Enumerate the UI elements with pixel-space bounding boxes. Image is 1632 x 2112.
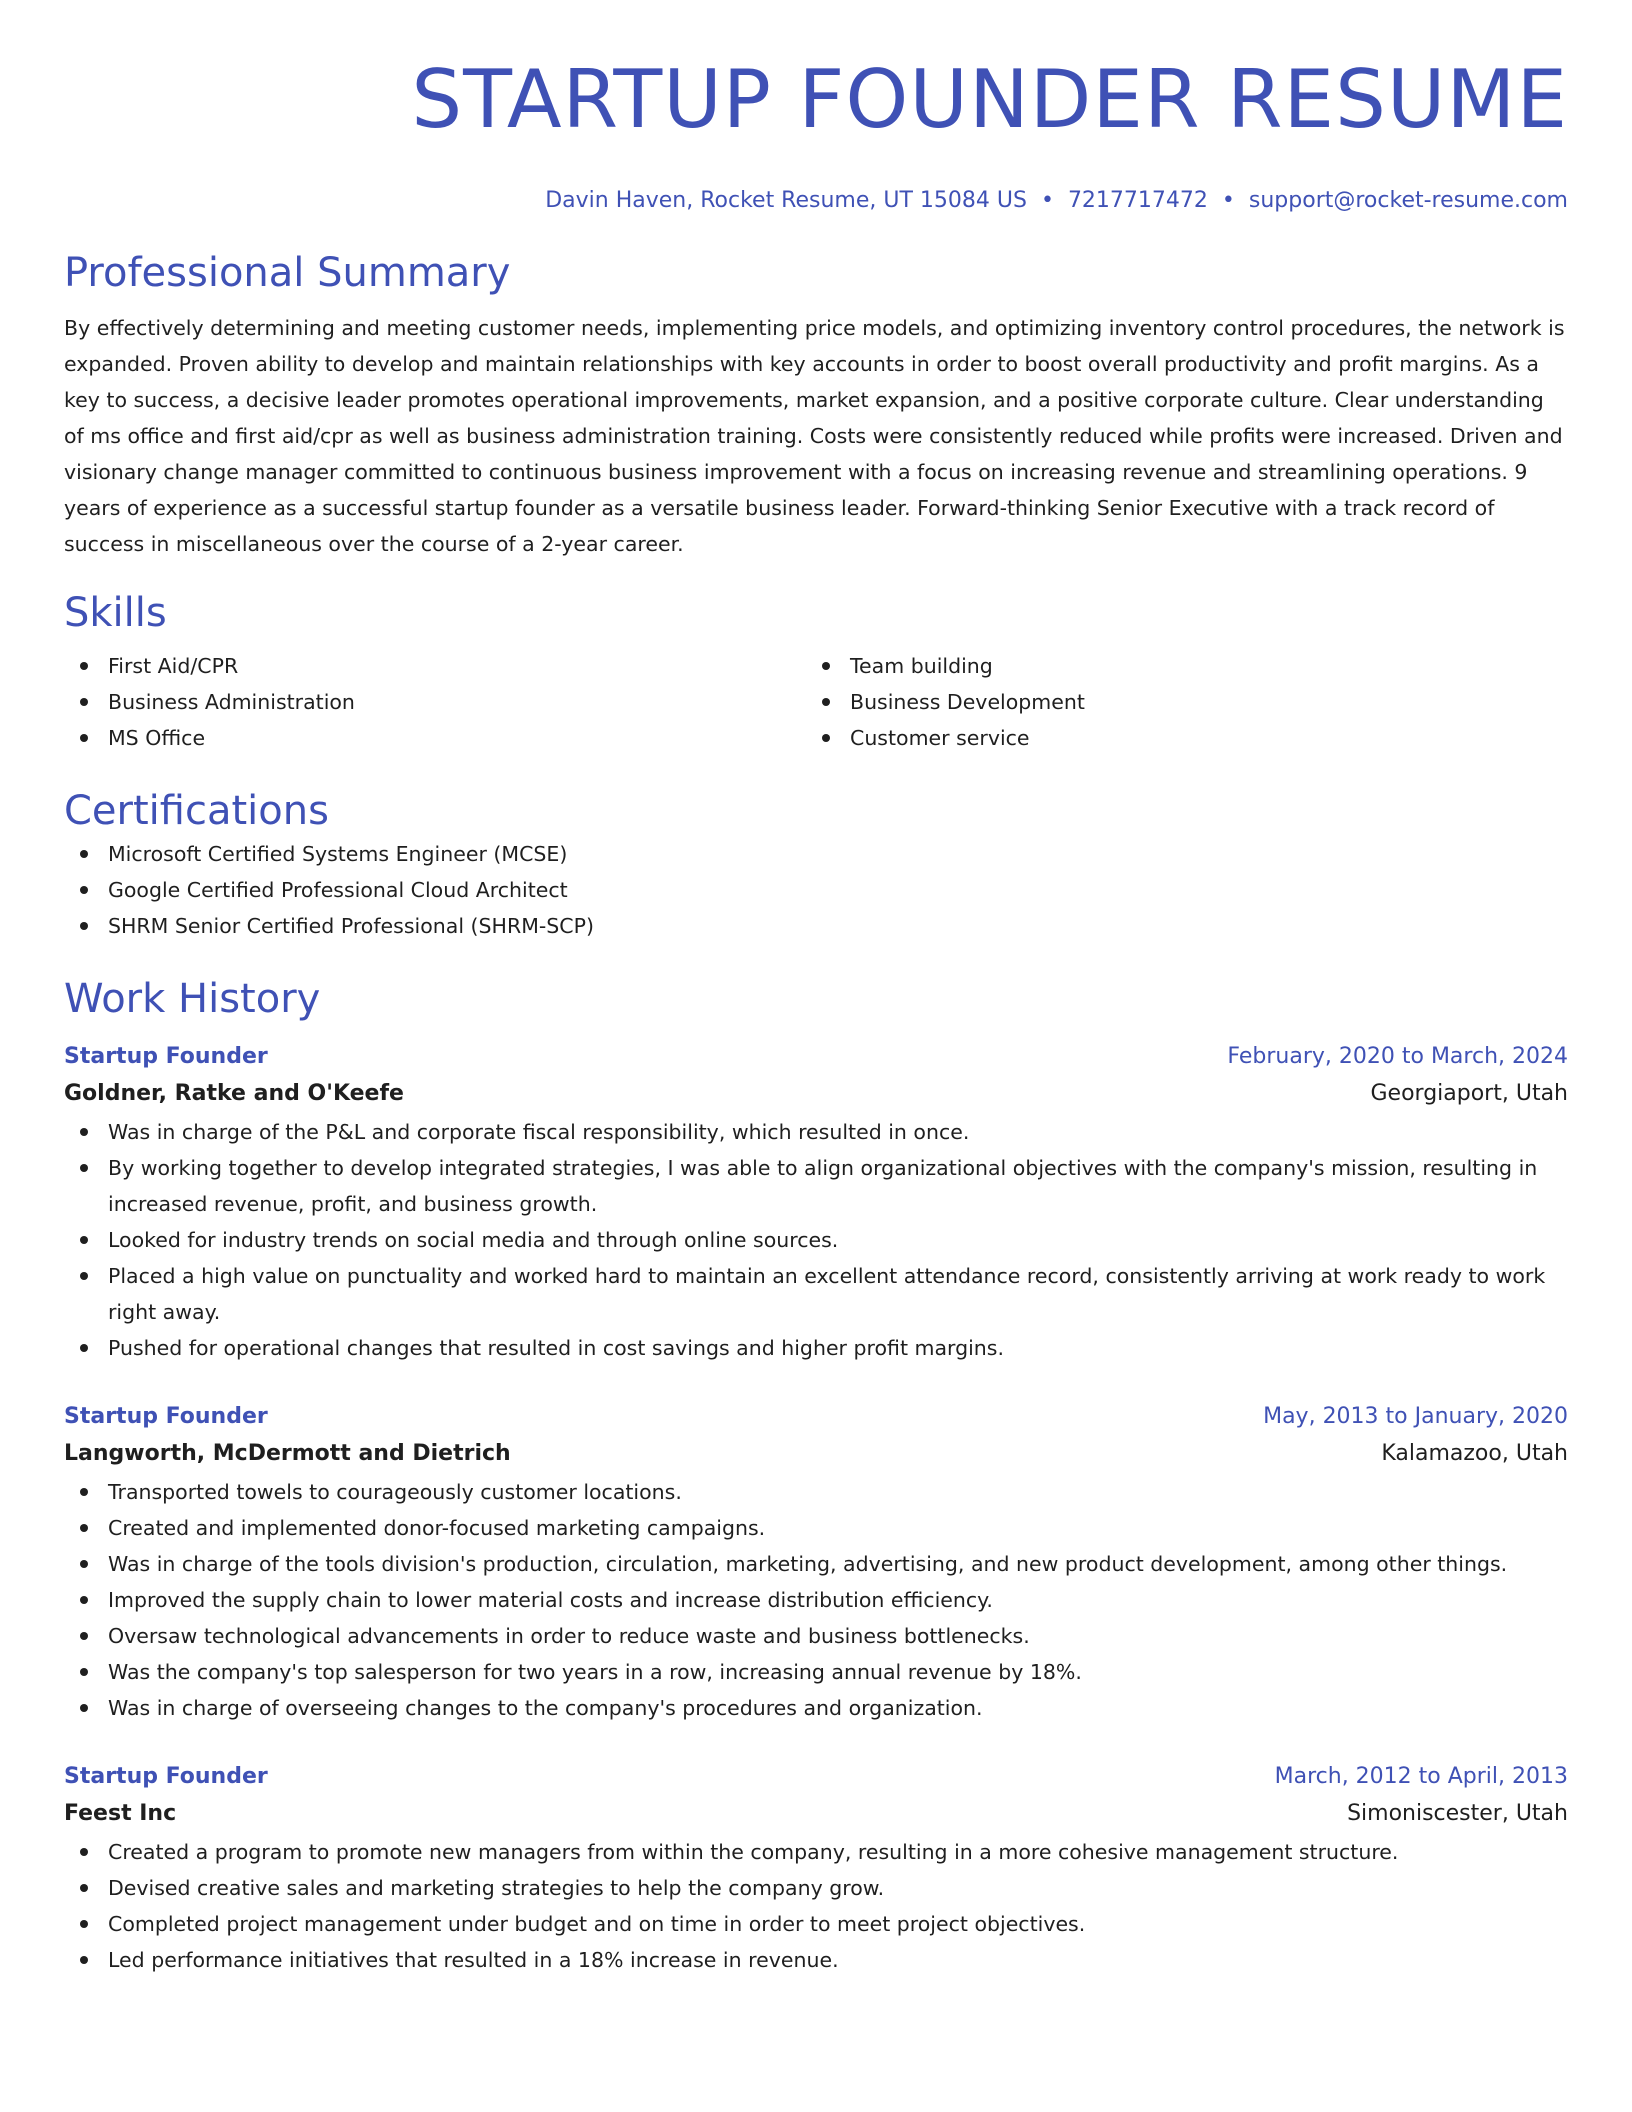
job-location: Simoniscester, Utah <box>1347 1801 1568 1826</box>
job-company-row <box>64 1794 1568 1834</box>
job-bullet-text: Was in charge of the tools division's production, circulation, marketing, advertising, and new product development, among other things. <box>108 1552 1508 1576</box>
job-bullet <box>64 1150 1568 1222</box>
job-header-row <box>64 1760 1568 1794</box>
bullet-dot-icon <box>80 1164 88 1172</box>
contact-separator: • <box>1040 188 1054 213</box>
bullet-dot-icon <box>80 1560 88 1568</box>
job-company-row <box>64 1434 1568 1474</box>
job-entry <box>64 1040 1568 1366</box>
job-bullet-text: Was in charge of overseeing changes to the company's procedures and organization. <box>108 1696 983 1720</box>
bullet-dot-icon <box>80 1920 88 1928</box>
bullet-dot-icon <box>80 1704 88 1712</box>
job-bullet-text: Completed project management under budget and on time in order to meet project objectives. <box>108 1912 1086 1936</box>
bullet-dot-icon <box>80 698 88 706</box>
contact-line <box>64 186 1568 216</box>
job-company: Goldner, Ratke and O'Keefe <box>64 1081 404 1106</box>
job-entry <box>64 1400 1568 1726</box>
job-role: Startup Founder <box>64 1044 268 1069</box>
job-bullet-text: Created and implemented donor-focused marketing campaigns. <box>108 1516 766 1540</box>
job-bullet <box>64 1582 1568 1618</box>
job-bullet-text: Led performance initiatives that resulted in a 18% increase in revenue. <box>108 1948 839 1972</box>
bullet-dot-icon <box>80 1884 88 1892</box>
skills-column-left <box>64 648 806 756</box>
bullet-dot-icon <box>80 662 88 670</box>
job-bullet-text: Placed a high value on punctuality and worked hard to maintain an excellent attendance record, consistently arriving at work ready to work right away. <box>108 1264 1546 1324</box>
job-bullet-text: By working together to develop integrated strategies, I was able to align organizational objectives with the company's mission, resulting in increased revenue, profit, and business growth. <box>108 1156 1538 1216</box>
contact-phone: 7217717472 <box>1067 188 1208 213</box>
job-location: Kalamazoo, Utah <box>1381 1441 1568 1466</box>
job-bullet-text: Pushed for operational changes that resulted in cost savings and higher profit margins. <box>108 1336 1004 1360</box>
work-history-heading: Work History <box>64 976 321 1022</box>
job-bullet-text: Was the company's top salesperson for two years in a row, increasing annual revenue by 18%. <box>108 1660 1082 1684</box>
resume-title: STARTUP FOUNDER RESUME <box>411 53 1568 146</box>
bullet-dot-icon <box>80 1668 88 1676</box>
job-bullet <box>64 1654 1568 1690</box>
certification-label: SHRM Senior Certified Professional (SHRM-SCP) <box>108 914 594 938</box>
certifications-list <box>64 836 1568 944</box>
job-bullet-text: Improved the supply chain to lower material costs and increase distribution efficiency. <box>108 1588 993 1612</box>
contact-email: support@rocket-resume.com <box>1248 188 1568 213</box>
job-bullet-text: Was in charge of the P&L and corporate fiscal responsibility, which resulted in once. <box>108 1120 970 1144</box>
job-dates: May, 2013 to January, 2020 <box>1263 1404 1568 1429</box>
skill-item <box>64 648 806 684</box>
job-bullet <box>64 1258 1568 1330</box>
summary-heading: Professional Summary <box>64 250 511 296</box>
bullet-dot-icon <box>822 734 830 742</box>
job-bullet <box>64 1870 1568 1906</box>
bullet-dot-icon <box>80 1344 88 1352</box>
bullet-dot-icon <box>80 1272 88 1280</box>
skill-label: Business Administration <box>108 690 355 714</box>
bullet-dot-icon <box>80 1596 88 1604</box>
bullet-dot-icon <box>80 1128 88 1136</box>
bullet-dot-icon <box>822 662 830 670</box>
skills-grid <box>64 648 1568 756</box>
skill-label: First Aid/CPR <box>108 654 239 678</box>
contact-separator: • <box>1221 188 1235 213</box>
job-header-row <box>64 1040 1568 1074</box>
job-bullet-text: Looked for industry trends on social media and through online sources. <box>108 1228 839 1252</box>
skills-column-right <box>806 648 1548 756</box>
job-bullet-text: Devised creative sales and marketing strategies to help the company grow. <box>108 1876 885 1900</box>
bullet-dot-icon <box>80 734 88 742</box>
bullet-dot-icon <box>80 1524 88 1532</box>
job-bullet-list <box>64 1474 1568 1726</box>
bullet-dot-icon <box>80 922 88 930</box>
certification-label: Google Certified Professional Cloud Architect <box>108 878 568 902</box>
certification-label: Microsoft Certified Systems Engineer (MCSE) <box>108 842 568 866</box>
bullet-dot-icon <box>80 1632 88 1640</box>
bullet-dot-icon <box>822 698 830 706</box>
skills-list-left <box>64 648 806 756</box>
bullet-dot-icon <box>80 1488 88 1496</box>
resume-header <box>64 52 1568 216</box>
job-company: Langworth, McDermott and Dietrich <box>64 1441 511 1466</box>
skill-label: MS Office <box>108 726 206 750</box>
job-bullet <box>64 1330 1568 1366</box>
job-bullet-list <box>64 1114 1568 1366</box>
bullet-dot-icon <box>80 1848 88 1856</box>
job-bullet <box>64 1942 1568 1978</box>
job-company-row <box>64 1074 1568 1114</box>
certification-item <box>64 872 1568 908</box>
skill-label: Business Development <box>850 690 1085 714</box>
skill-item <box>806 720 1548 756</box>
skill-label: Customer service <box>850 726 1030 750</box>
job-entry <box>64 1760 1568 1978</box>
job-bullet <box>64 1906 1568 1942</box>
certification-item <box>64 836 1568 872</box>
certifications-heading: Certifications <box>64 788 329 834</box>
bullet-dot-icon <box>80 850 88 858</box>
skills-list-right <box>806 648 1548 756</box>
skills-heading: Skills <box>64 590 167 636</box>
summary-text: By effectively determining and meeting customer needs, implementing price models, and optimizing inventory control procedures, the network is expanded. Proven ability to develop and maintain relationships with key accounts in order to boost overall productivity and profit margins. As a key to success, a decisive leader promotes operational improvements, market expansion, and a positive corporate culture. Clear understanding of ms office and first aid/cpr as well as business administration training. Costs were consistently reduced while profits were increased. Driven and visionary change manager committed to continuous business improvement with a focus on increasing revenue and streamlining operations. 9 years of experience as a successful startup founder as a versatile business leader. Forward-thinking Senior Executive with a track record of success in miscellaneous over the course of a 2-year career. <box>64 316 1565 556</box>
job-location: Georgiaport, Utah <box>1370 1081 1568 1106</box>
job-role: Startup Founder <box>64 1764 268 1789</box>
skill-item <box>64 684 806 720</box>
job-bullet-text: Created a program to promote new managers from within the company, resulting in a more cohesive management structure. <box>108 1840 1399 1864</box>
job-bullet <box>64 1114 1568 1150</box>
skill-item <box>806 684 1548 720</box>
skill-item <box>806 648 1548 684</box>
certification-item <box>64 908 1568 944</box>
job-bullet-text: Oversaw technological advancements in order to reduce waste and business bottlenecks. <box>108 1624 1030 1648</box>
job-header-row <box>64 1400 1568 1434</box>
skill-item <box>64 720 806 756</box>
job-company: Feest Inc <box>64 1801 177 1826</box>
skill-label: Team building <box>850 654 993 678</box>
job-bullet <box>64 1510 1568 1546</box>
job-bullet <box>64 1222 1568 1258</box>
job-bullet <box>64 1690 1568 1726</box>
job-bullet <box>64 1834 1568 1870</box>
job-bullet <box>64 1618 1568 1654</box>
bullet-dot-icon <box>80 1956 88 1964</box>
job-bullet <box>64 1546 1568 1582</box>
contact-address: Davin Haven, Rocket Resume, UT 15084 US <box>545 188 1027 213</box>
job-dates: February, 2020 to March, 2024 <box>1227 1044 1568 1069</box>
job-bullet-text: Transported towels to courageously customer locations. <box>108 1480 682 1504</box>
job-role: Startup Founder <box>64 1404 268 1429</box>
job-bullet <box>64 1474 1568 1510</box>
bullet-dot-icon <box>80 886 88 894</box>
bullet-dot-icon <box>80 1236 88 1244</box>
job-bullet-list <box>64 1834 1568 1978</box>
job-dates: March, 2012 to April, 2013 <box>1274 1764 1568 1789</box>
